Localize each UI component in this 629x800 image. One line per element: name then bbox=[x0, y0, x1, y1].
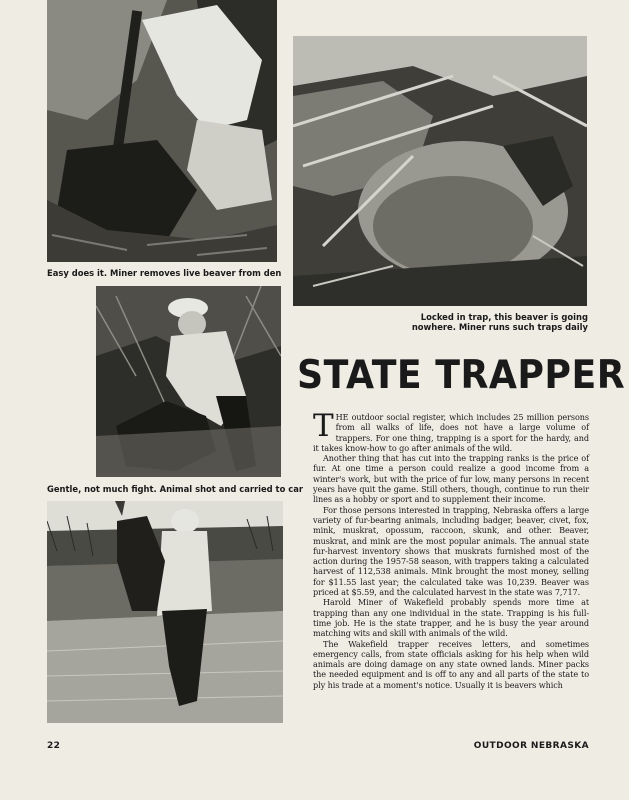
article-body bbox=[313, 408, 589, 690]
article-paragraph: Harold Miner of Wakefield probably spends more time at trapping than any one individual in the state. Trapping is his full-time job. He is the state trapper, and he is busy the year around matching wits and skill with animals of the wild. bbox=[313, 597, 589, 639]
photo-miner-holding-beaver bbox=[96, 286, 281, 477]
photo-miner-carrying-beaver bbox=[47, 501, 283, 723]
caption-photo-gentle: Gentle, not much fight. Animal shot and carried to car bbox=[47, 484, 303, 494]
article-headline: STATE TRAPPER bbox=[297, 353, 626, 398]
article-paragraph: The Wakefield trapper receives letters, and sometimes emergency calls, from state officials asking for his help when wild animals are doing damage on any state owned lands. Miner packs the needed equipment and is off to any and all parts of the state to ply his trade at a moment's notice. Usually it is beavers which bbox=[313, 638, 589, 690]
caption-photo-den: Easy does it. Miner removes live beaver from den bbox=[47, 268, 282, 278]
caption-photo-trap-line2: nowhere. Miner runs such traps daily bbox=[411, 322, 588, 332]
page-number: 22 bbox=[47, 741, 61, 751]
caption-photo-trap-line1: Locked in trap, this beaver is going bbox=[420, 312, 588, 322]
drop-cap: T bbox=[313, 408, 334, 444]
article-paragraph: THE outdoor social register, which includes 25 million persons from all walks of life, does not have a large volume of trappers. For one thing, trapping is a sport for the hardy, and it takes know-how to go after animals of the wild. bbox=[313, 408, 589, 453]
magazine-name: OUTDOOR NEBRASKA bbox=[473, 741, 589, 751]
article-paragraph: Another thing that has cut into the trapping ranks is the price of fur. At one time a person could realize a good income from a winter's work, but with the price of fur low, many persons in recent years have quit the game. Still others, though, continue to run their lines as a hobby or sport and to supplement their income. bbox=[313, 453, 589, 505]
photo-miner-den bbox=[47, 0, 277, 262]
photo-beaver-trap bbox=[293, 36, 587, 306]
article-paragraph: For those persons interested in trapping, Nebraska offers a large variety of fur-bearing animals, including badger, beaver, civet, fox, mink, muskrat, opossum, raccoon, skunk, and other. Beaver, muskrat, and mink are the most popular animals. The annual state fur-harvest inventory shows that muskrats furnished most of the action during the 1957-58 season, with trappers taking a calculated harvest of 112,538 animals. Mink brought the most money, selling for $11.55 last year; the calculated take was 10,239. Beaver was priced at $5.59, and the calculated harvest in the state was 7,717. bbox=[313, 504, 589, 598]
